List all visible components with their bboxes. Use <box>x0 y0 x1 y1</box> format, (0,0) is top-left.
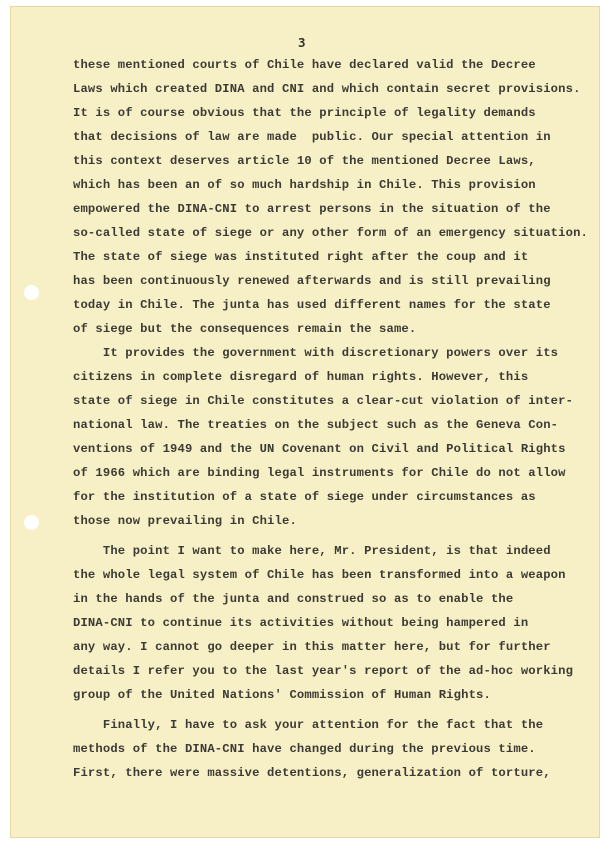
text-line: today in Chile. The junta has used different names for the state <box>73 298 551 312</box>
text-line: DINA-CNI to continue its activities without being hampered in <box>73 616 529 630</box>
text-line: It is of course obvious that the principle of legality demands <box>73 106 536 120</box>
text-line: group of the United Nations' Commission of Human Rights. <box>73 688 491 702</box>
paragraph <box>73 539 593 707</box>
text-line: those now prevailing in Chile. <box>73 514 297 528</box>
text-line: citizens in complete disregard of human rights. However, this <box>73 370 529 384</box>
text-line: state of siege in Chile constitutes a clear-cut violation of inter- <box>73 394 574 408</box>
paragraph <box>73 53 593 341</box>
text-line: this context deserves article 10 of the mentioned Decree Laws, <box>73 154 536 168</box>
document-body <box>73 53 593 785</box>
text-line: for the institution of a state of siege under circumstances as <box>73 490 536 504</box>
paragraph <box>73 713 593 785</box>
text-line: details I refer you to the last year's report of the ad-hoc working <box>73 664 574 678</box>
text-line: First, there were massive detentions, generalization of torture, <box>73 766 551 780</box>
text-line: Finally, I have to ask your attention for the fact that the <box>73 718 544 732</box>
text-line: any way. I cannot go deeper in this matter here, but for further <box>73 640 551 654</box>
page-number: 3 <box>298 35 306 50</box>
text-line: national law. The treaties on the subject such as the Geneva Con- <box>73 418 559 432</box>
text-line: It provides the government with discretionary powers over its <box>73 346 559 360</box>
document-page <box>10 6 600 838</box>
text-line: in the hands of the junta and construed so as to enable the <box>73 592 514 606</box>
text-line: ventions of 1949 and the UN Covenant on Civil and Political Rights <box>73 442 566 456</box>
paragraph <box>73 341 593 533</box>
text-line: The point I want to make here, Mr. President, is that indeed <box>73 544 551 558</box>
text-line: methods of the DINA-CNI have changed during the previous time. <box>73 742 536 756</box>
text-line: so-called state of siege or any other form of an emergency situation. <box>73 226 588 240</box>
text-line: the whole legal system of Chile has been transformed into a weapon <box>73 568 566 582</box>
text-line: has been continuously renewed afterwards and is still prevailing <box>73 274 551 288</box>
text-line: of 1966 which are binding legal instruments for Chile do not allow <box>73 466 566 480</box>
text-line: Laws which created DINA and CNI and which contain secret provisions. <box>73 82 581 96</box>
text-line: which has been an of so much hardship in Chile. This provision <box>73 178 536 192</box>
punch-hole <box>24 515 39 530</box>
text-line: empowered the DINA-CNI to arrest persons in the situation of the <box>73 202 551 216</box>
text-line: The state of siege was instituted right after the coup and it <box>73 250 529 264</box>
text-line: of siege but the consequences remain the same. <box>73 322 417 336</box>
punch-hole <box>24 285 39 300</box>
text-line: that decisions of law are made public. Our special attention in <box>73 130 551 144</box>
text-line: these mentioned courts of Chile have declared valid the Decree <box>73 58 536 72</box>
